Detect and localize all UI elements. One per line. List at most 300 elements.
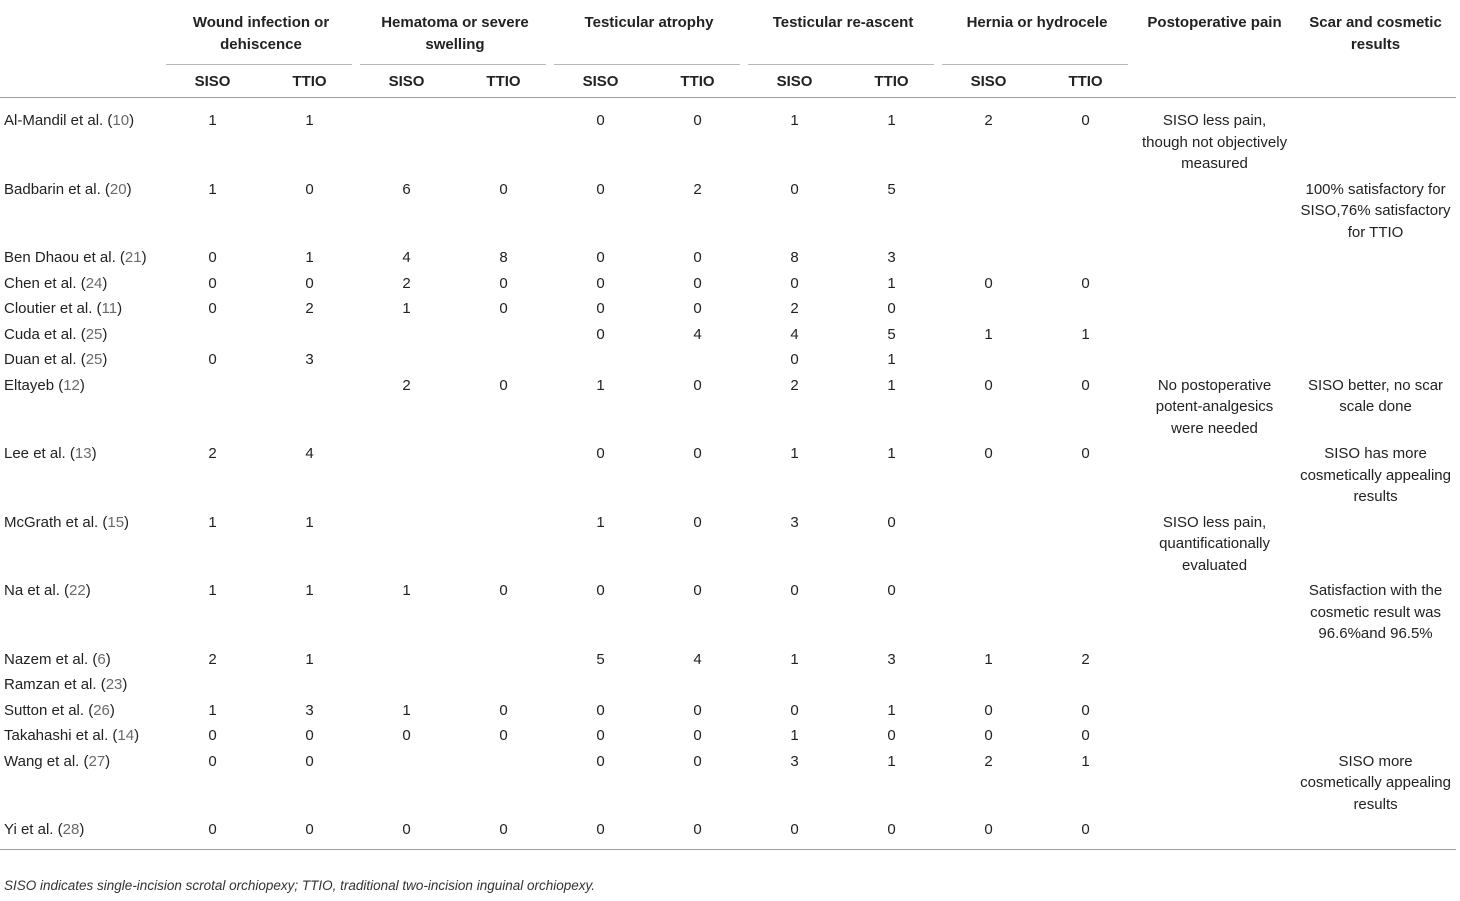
value-cell: 2 [790,300,799,317]
value-cell: 1 [887,752,896,770]
value-cell: 1 [596,376,605,394]
value-cell: 0 [1037,819,1134,849]
value-cell: 0 [843,819,940,849]
value-cell [455,751,552,820]
table-row [0,273,1456,299]
value-cell [1037,179,1134,248]
value-cell: 8 [499,249,508,266]
scar-note-cell [1295,700,1456,726]
pain-note-cell [1134,247,1295,273]
value-cell: 1 [208,112,217,129]
value-cell: 0 [790,701,799,719]
value-cell: 1 [1081,752,1090,770]
study-cell [0,751,164,820]
scar-note-cell [1295,819,1456,849]
value-cell: 5 [887,180,896,198]
study-cell [0,179,164,248]
scar-note-cell [1295,273,1456,299]
scar-note-cell: SISO has more cosmetically appealing results [1300,445,1451,505]
value-cell: 0 [790,180,799,198]
scar-note-cell [1295,247,1456,273]
value-cell: 5 [887,325,896,343]
study-name: Ramzan et al. ( [4,676,106,693]
value-cell: 0 [499,582,508,599]
subheader-siso: SISO [552,65,649,98]
value-cell: 0 [693,376,702,394]
reference-link[interactable]: 24 [85,274,103,292]
value-cell [261,674,358,700]
value-cell: 0 [887,582,896,599]
pain-note-cell [1134,725,1295,751]
value-cell [164,375,261,444]
pain-note-cell [1134,819,1295,849]
value-cell: 0 [1081,727,1090,744]
value-cell: 0 [693,752,702,770]
value-cell: 1 [887,112,896,129]
study-name-suffix: ) [85,582,91,599]
value-cell: 0 [596,112,605,129]
value-cell: 4 [790,325,799,343]
value-cell: 8 [790,249,799,266]
value-cell: 1 [305,112,314,129]
study-cell [0,298,164,324]
value-cell: 0 [552,819,649,849]
value-cell [843,674,940,700]
value-cell: 3 [790,513,799,531]
reference-link[interactable]: 6 [97,650,106,668]
value-cell: 1 [596,513,605,531]
group-header-label: Testicular atrophy [584,14,714,31]
pain-note-cell [1134,349,1295,375]
subheader-ttio: TTIO [843,65,940,98]
table-row [0,349,1456,375]
value-cell: 0 [596,249,605,266]
value-cell: 0 [208,274,217,292]
value-cell [358,512,455,581]
study-cell [0,324,164,350]
subheader-ttio: TTIO [455,65,552,98]
study-name: Na et al. ( [4,582,70,599]
value-cell: 4 [693,650,702,668]
value-cell [940,674,1037,700]
value-cell: 0 [305,727,314,744]
study-cell [0,375,164,444]
value-cell: 1 [790,112,799,129]
value-cell: 1 [208,582,217,599]
study-name-suffix: ) [91,445,97,462]
value-cell [455,349,552,375]
value-cell: 2 [790,376,799,394]
value-cell [455,674,552,700]
table-row [0,324,1456,350]
value-cell [358,674,455,700]
group-header-testicular-reascent [746,0,940,65]
value-cell: 1 [305,650,314,668]
value-cell: 6 [402,180,411,198]
value-cell: 0 [358,819,455,849]
value-cell: 0 [499,274,508,292]
study-cell [0,674,164,700]
value-cell [649,674,746,700]
value-cell [358,324,455,350]
value-cell: 0 [596,325,605,343]
group-header-label: Wound infection or dehiscence [192,14,330,53]
pain-note-cell [1134,649,1295,675]
scar-note-cell [1295,649,1456,675]
scar-note-cell: SISO more cosmetically appealing results [1300,752,1451,813]
study-name: Lee et al. ( [4,445,75,462]
value-cell [261,375,358,444]
subheader-siso: SISO [746,65,843,98]
value-cell: 0 [499,376,508,394]
study-cell [0,580,164,649]
table-row [0,700,1456,726]
pain-note-cell [1134,700,1295,726]
value-cell: 2 [402,274,411,292]
study-name-suffix: ) [79,376,85,394]
value-cell: 0 [596,752,605,770]
study-name: Wang et al. ( [4,752,89,770]
reference-link[interactable]: 20 [109,180,127,198]
value-cell: 1 [208,701,217,719]
value-cell: 0 [887,300,896,317]
value-cell [552,674,649,700]
study-name-suffix: ) [126,180,132,198]
value-cell: 2 [208,445,217,462]
value-cell: 0 [164,819,261,849]
value-cell: 0 [790,274,799,292]
study-cell [0,649,164,675]
scar-column-header: Scar and cosmetic results [1295,0,1456,98]
value-cell: 1 [1081,325,1090,343]
study-name-suffix: ) [109,701,115,719]
table-row [0,649,1456,675]
subheader-ttio: TTIO [649,65,746,98]
study-name: McGrath et al. ( [4,513,108,531]
pain-note-cell [1134,179,1295,248]
value-cell: 0 [940,819,1037,849]
value-cell: 0 [208,752,217,770]
subheader-siso: SISO [164,65,261,98]
value-cell: 3 [887,650,896,668]
group-header-hernia-hydrocele [940,0,1134,65]
study-name-suffix: ) [79,821,85,838]
value-cell: 0 [499,300,508,317]
value-cell: 0 [693,727,702,744]
value-cell: 4 [693,325,702,343]
study-cell [0,512,164,581]
table-row [0,819,1456,849]
study-name: Ben Dhaou et al. ( [4,249,125,266]
reference-link[interactable]: 25 [85,325,103,343]
study-name: Cuda et al. ( [4,325,86,343]
value-cell: 3 [305,701,314,719]
value-cell: 0 [596,445,605,462]
value-cell [358,751,455,820]
value-cell [940,349,1037,375]
study-name-suffix: ) [124,513,130,531]
scar-note-cell [1295,98,1456,179]
pain-note-cell [1134,674,1295,700]
subheader-ttio: TTIO [1037,65,1134,98]
group-header-label: Hematoma or severe swelling [381,14,529,53]
study-name-suffix: ) [105,752,111,770]
value-cell: 4 [305,445,314,462]
value-cell: 0 [1081,274,1090,292]
value-cell: 0 [499,727,508,744]
value-cell [940,298,1037,324]
value-cell: 0 [208,300,217,317]
value-cell: 3 [305,351,314,368]
reference-link[interactable]: 27 [88,752,106,770]
value-cell [455,98,552,179]
value-cell: 0 [261,819,358,849]
value-cell: 3 [790,752,799,770]
table-row [0,179,1456,248]
table-row [0,512,1456,581]
value-cell: 0 [596,582,605,599]
reference-link[interactable]: 23 [105,676,123,693]
value-cell: 1 [208,513,217,531]
study-name: Takahashi et al. ( [4,727,118,744]
reference-link[interactable]: 21 [124,249,142,266]
value-cell: 1 [887,274,896,292]
value-cell: 1 [305,582,314,599]
value-cell: 0 [208,727,217,744]
study-name: Nazem et al. ( [4,650,98,668]
table-row [0,298,1456,324]
value-cell [940,247,1037,273]
value-cell: 1 [790,445,799,462]
subheader-siso: SISO [358,65,455,98]
value-cell: 2 [984,112,993,129]
study-name-suffix: ) [102,325,108,343]
reference-link[interactable]: 22 [69,582,86,599]
reference-link[interactable]: 26 [93,701,110,719]
value-cell [455,443,552,512]
study-name-suffix: ) [102,274,108,292]
reference-link[interactable]: 25 [85,351,103,368]
value-cell [940,179,1037,248]
header-row-groups [0,0,1456,65]
value-cell [358,443,455,512]
value-cell: 0 [693,112,702,129]
pain-note-cell [1134,298,1295,324]
value-cell: 4 [402,249,411,266]
value-cell: 0 [984,274,993,292]
value-cell: 0 [499,701,508,719]
scar-note-cell: Satisfaction with the cosmetic result was 96.6%and 96.5% [1308,582,1443,642]
study-cell [0,700,164,726]
value-cell: 0 [693,249,702,266]
value-cell: 5 [596,650,605,668]
table-row [0,443,1456,512]
value-cell [164,674,261,700]
study-name-suffix: ) [105,650,111,668]
scar-note-cell: 100% satisfactory for SISO,76% satisfactory for TTIO [1300,180,1451,241]
value-cell: 0 [1081,445,1090,462]
pain-note-cell [1134,324,1295,350]
value-cell [164,324,261,350]
value-cell [455,649,552,675]
study-cell [0,349,164,375]
value-cell: 0 [596,180,605,198]
study-cell [0,98,164,179]
value-cell: 1 [984,325,993,343]
table-footnote: SISO indicates single-incision scrotal orchiopexy; TTIO, traditional two-incision inguinal orchiopexy. [4,878,596,893]
study-cell [0,725,164,751]
value-cell: 0 [596,300,605,317]
value-cell [552,349,649,375]
value-cell [1037,674,1134,700]
study-cell [0,443,164,512]
value-cell: 0 [790,582,799,599]
value-cell: 0 [1081,376,1090,394]
value-cell: 0 [693,274,702,292]
scar-note-cell [1295,349,1456,375]
study-name: Cloutier et al. ( [4,300,102,317]
value-cell: 1 [887,351,896,368]
table-header [0,0,1456,98]
pain-note-cell: No postoperative potent-analgesics were needed [1155,376,1274,437]
pain-note-cell [1134,580,1295,649]
reference-link[interactable]: 11 [101,300,118,317]
reference-link[interactable]: 13 [74,445,92,462]
value-cell [940,512,1037,581]
value-cell: 0 [984,727,993,744]
value-cell: 1 [305,513,314,531]
value-cell: 0 [305,752,314,770]
study-name: Eltayeb ( [4,376,64,394]
value-cell: 1 [887,445,896,462]
value-cell: 1 [790,650,799,668]
value-cell [261,324,358,350]
table-row [0,725,1456,751]
value-cell [1037,247,1134,273]
scar-note-cell [1295,725,1456,751]
study-column-header [0,0,164,98]
value-cell: 0 [746,819,843,849]
value-cell: 0 [887,727,896,744]
reference-link[interactable]: 28 [62,821,80,838]
value-cell: 0 [1081,701,1090,719]
study-name-suffix: ) [141,249,147,266]
table-row [0,751,1456,820]
value-cell: 0 [455,819,552,849]
value-cell [940,580,1037,649]
value-cell: 0 [208,249,217,266]
scar-note-cell [1295,512,1456,581]
subheader-siso: SISO [940,65,1037,98]
table-row [0,375,1456,444]
study-name-suffix: ) [117,300,123,317]
value-cell [1037,580,1134,649]
table-row [0,674,1456,700]
value-cell: 1 [790,727,799,744]
subheader-ttio: TTIO [261,65,358,98]
value-cell [455,324,552,350]
study-name-suffix: ) [102,351,108,368]
value-cell: 0 [693,300,702,317]
group-header-wound-infection [164,0,358,65]
study-name-suffix: ) [134,727,140,744]
study-cell [0,247,164,273]
pain-note-cell [1134,273,1295,299]
table-row [0,580,1456,649]
value-cell [649,349,746,375]
pain-note-cell [1134,751,1295,820]
value-cell: 0 [305,274,314,292]
reference-link[interactable]: 14 [117,727,135,744]
value-cell: 0 [693,513,702,531]
pain-note-cell: SISO less pain, though not objectively measured [1141,112,1288,172]
scar-note-cell: SISO better, no scar scale done [1307,376,1444,415]
value-cell: 1 [887,701,896,719]
pain-column-header: Postoperative pain [1134,0,1295,98]
value-cell: 0 [693,701,702,719]
value-cell: 2 [1081,650,1090,668]
study-name: Chen et al. ( [4,274,86,292]
reference-link[interactable]: 10 [112,112,130,129]
value-cell: 2 [208,650,217,668]
study-name: Yi et al. ( [4,821,63,838]
value-cell: 0 [499,180,508,198]
value-cell: 0 [402,727,411,744]
group-header-testicular-atrophy [552,0,746,65]
value-cell [746,674,843,700]
value-cell: 0 [693,445,702,462]
study-cell [0,273,164,299]
value-cell [1037,512,1134,581]
value-cell: 1 [208,180,217,198]
value-cell: 0 [1081,112,1090,129]
reference-link[interactable]: 15 [107,513,125,531]
reference-link[interactable]: 12 [63,376,80,394]
value-cell [358,98,455,179]
value-cell: 1 [402,701,411,719]
study-name: Duan et al. ( [4,351,86,368]
study-name: Sutton et al. ( [4,701,94,719]
value-cell [1037,349,1134,375]
value-cell: 0 [887,513,896,531]
scar-note-cell [1295,674,1456,700]
scar-note-cell [1295,324,1456,350]
group-header-label: Testicular re-ascent [772,14,914,31]
value-cell: 0 [305,180,314,198]
value-cell: 0 [649,819,746,849]
group-header-hematoma [358,0,552,65]
value-cell: 2 [984,752,993,770]
scar-note-cell [1295,298,1456,324]
value-cell: 1 [305,249,314,266]
value-cell [1037,298,1134,324]
table-row [0,247,1456,273]
study-name-suffix: ) [129,112,135,129]
value-cell: 3 [887,249,896,266]
study-name-suffix: ) [122,676,128,693]
value-cell: 0 [984,445,993,462]
value-cell: 1 [402,300,411,317]
pain-note-cell [1134,443,1295,512]
group-header-label: Hernia or hydrocele [966,14,1108,31]
table-row [0,98,1456,179]
study-cell [0,819,164,849]
value-cell: 2 [402,376,411,394]
value-cell: 0 [596,701,605,719]
value-cell: 0 [984,701,993,719]
table-body [0,98,1456,850]
value-cell: 2 [693,180,702,198]
